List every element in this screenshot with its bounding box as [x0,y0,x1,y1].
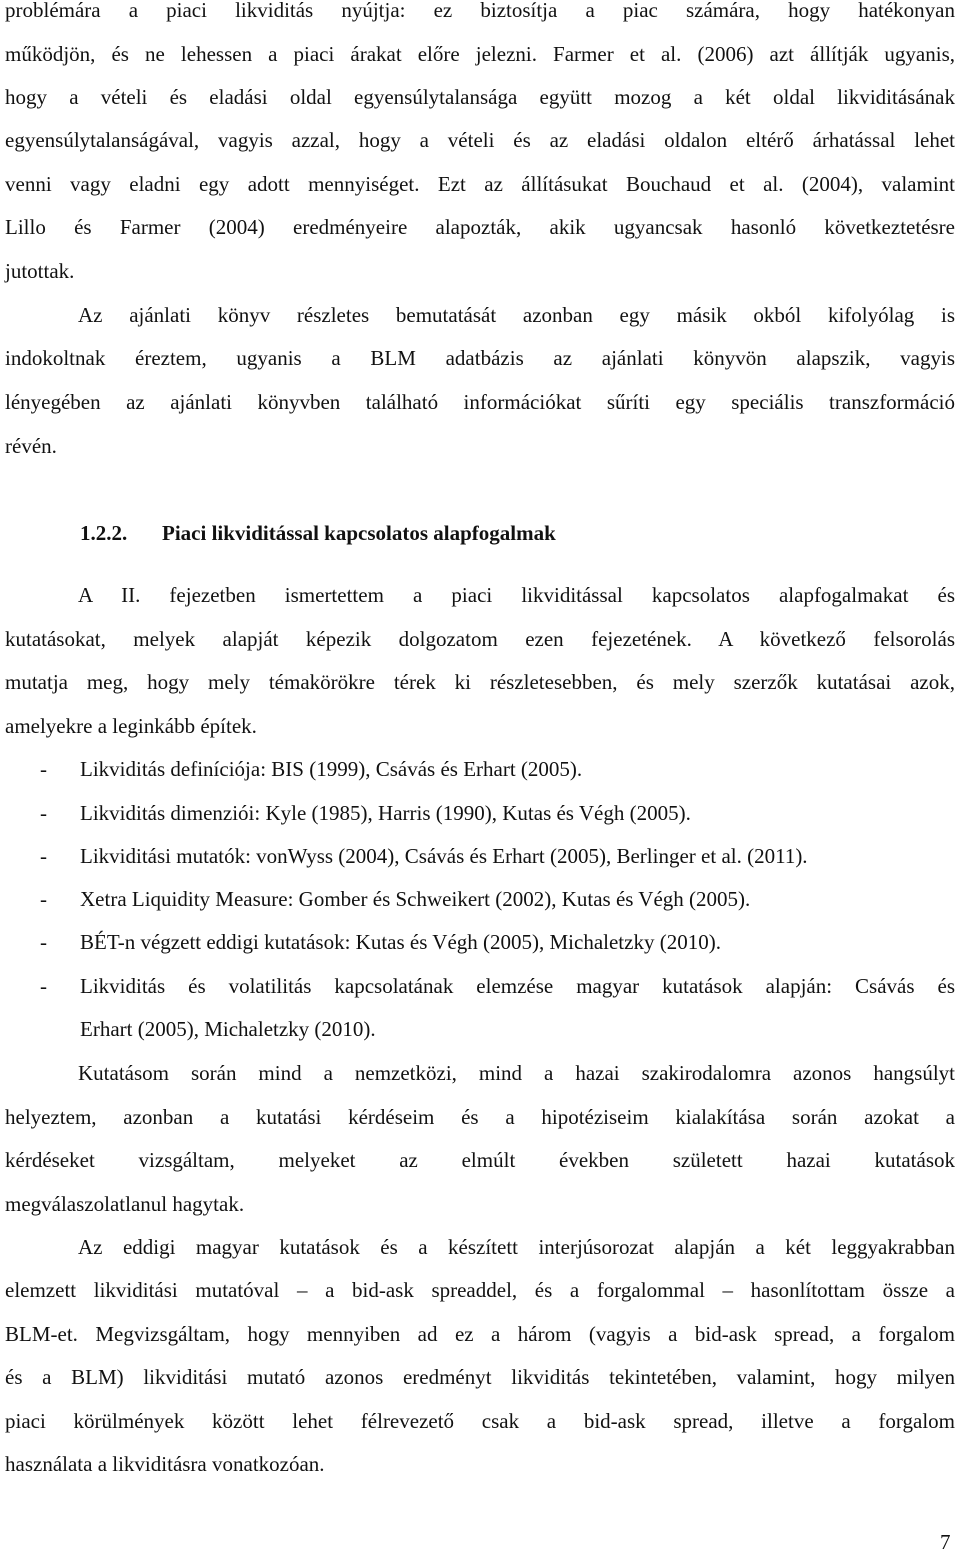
list-item [5,920,955,964]
p4-line-3: kérdéseket vizsgáltam, melyeket az elmúlt években született hazai kutatások [5,1148,955,1172]
p5-line-2: elemzett likviditási mutatóval – a bid-ask spreaddel, és a forgalommal – hasonlítottam össze a [5,1278,955,1302]
list-item [5,964,955,1008]
p2-line-3: lényegében az ajánlati könyvben található információkat sűríti egy speciális transzformáció [5,390,955,414]
p1-line-3: hogy a vételi és eladási oldal egyensúlytalansága együtt mozog a két oldal likviditásának [5,85,955,109]
p2-line-1: Az ajánlati könyv részletes bemutatását azonban egy másik okból kifolyólag is [78,303,955,327]
p2-line-4: révén. [5,434,57,458]
p4-line-4: megválaszolatlanul hagytak. [5,1192,245,1216]
bullet-dash: - [40,974,47,998]
p1-line-4: egyensúlytalanságával, vagyis azzal, hogy a vételi és az eladási oldalon eltérő árhatással lehet [5,128,955,152]
p5-line-3: BLM-et. Megvizsgáltam, hogy mennyiben ad ez a három (vagyis a bid-ask spread, a forgalom [5,1322,955,1346]
p1-line-2: működjön, és ne lehessen a piaci árakat előre jelezni. Farmer et al. (2006) azt állítják ugyanis, [5,42,955,66]
section-number: 1.2.2. [80,521,128,545]
section-title: Piaci likviditással kapcsolatos alapfogalmak [162,521,556,545]
list-item-text: Likviditás dimenziói: Kyle (1985), Harris (1990), Kutas és Végh (2005). [80,801,691,825]
p5-line-4: és a BLM) likviditási mutató azonos eredményt likviditás tekintetében, valamint, hogy milyen [5,1365,955,1389]
list-item-text: Likviditás definíciója: BIS (1999), Csávás és Erhart (2005). [80,757,583,781]
list-item-text: Xetra Liquidity Measure: Gomber és Schweikert (2002), Kutas és Végh (2005). [80,887,751,911]
bullet-dash: - [40,801,47,825]
list-item-text: Likviditás és volatilitás kapcsolatának elemzése magyar kutatások alapján: Csávás és [80,974,955,998]
list-item-continuation-text: Erhart (2005), Michaletzky (2010). [80,1017,376,1041]
p3-line-4: amelyekre a leginkább építek. [5,714,257,738]
p4-line-1: Kutatásom során mind a nemzetközi, mind a hazai szakirodalomra azonos hangsúlyt [78,1061,955,1085]
p5-line-1: Az eddigi magyar kutatások és a készített interjúsorozat alapján a két leggyakrabban [78,1235,955,1259]
list-item [5,791,955,835]
p5-line-6: használata a likviditásra vonatkozóan. [5,1452,325,1476]
p1-line-6: Lillo és Farmer (2004) eredményeire alapozták, akik ugyancsak hasonló következtetésre [5,215,955,239]
bullet-dash: - [40,930,47,954]
p1-line-1: problémára a piaci likviditás nyújtja: ez biztosítja a piac számára, hogy hatékonyan [5,0,955,22]
p3-line-2: kutatásokat, melyek alapját képezik dolgozatom ezen fejezetének. A következő felsorolás [5,627,955,651]
bullet-dash: - [40,887,47,911]
list-item-text: BÉT-n végzett eddigi kutatások: Kutas és Végh (2005), Michaletzky (2010). [80,930,721,954]
p1-line-5: venni vagy eladni egy adott mennyiséget. Ezt az állításukat Bouchaud et al. (2004), valamint [5,172,955,196]
section-heading [80,511,556,555]
bullet-dash: - [40,757,47,781]
p5-line-5: piaci körülmények között lehet félrevezető csak a bid-ask spread, illetve a forgalom [5,1409,955,1433]
page-number: 7 [940,1530,951,1554]
list-item [5,747,955,791]
p2-line-2: indokoltnak éreztem, ugyanis a BLM adatbázis az ajánlati könyvön alapszik, vagyis [5,346,955,370]
p3-line-3: mutatja meg, hogy mely témakörökre térek ki részletesebben, és mely szerzők kutatásai azok, [5,670,955,694]
p4-line-2: helyeztem, azonban a kutatási kérdéseim és a hipotéziseim kialakítása során azokat a [5,1105,955,1129]
list-item [5,877,955,921]
list-item-text: Likviditási mutatók: vonWyss (2004), Csávás és Erhart (2005), Berlinger et al. (2011). [80,844,808,868]
list-item [5,834,955,878]
p1-line-7: jutottak. [5,259,75,283]
list-item-continuation [5,1007,955,1051]
p3-line-1: A II. fejezetben ismertettem a piaci likviditással kapcsolatos alapfogalmakat és [78,583,955,607]
bullet-dash: - [40,844,47,868]
